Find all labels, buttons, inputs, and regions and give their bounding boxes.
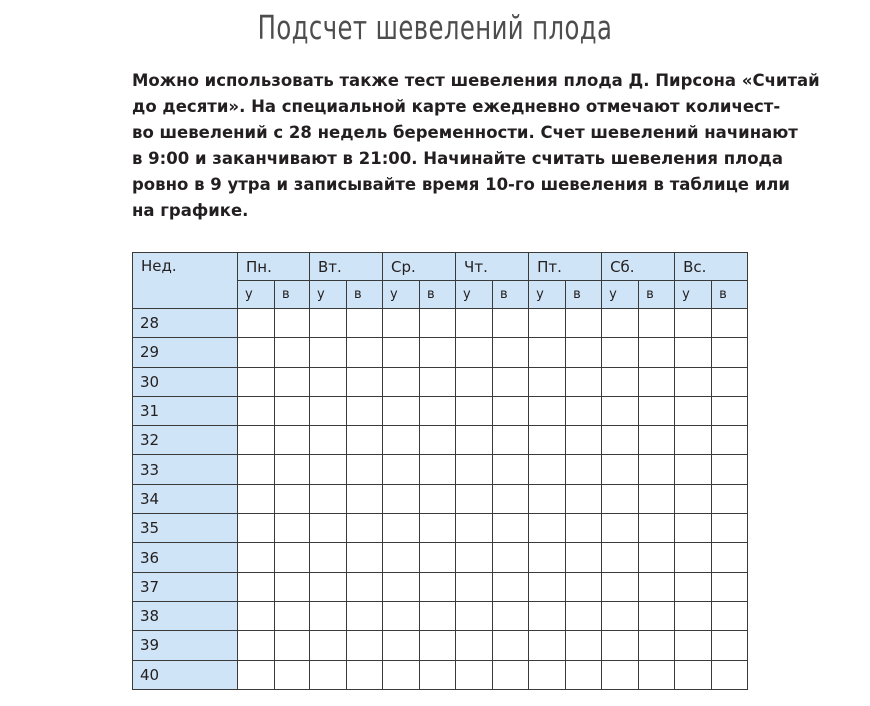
entry-cell (238, 455, 275, 484)
week-number: 28 (133, 309, 238, 338)
evening-subheader: в (493, 281, 529, 309)
entry-cell (420, 455, 456, 484)
entry-cell (347, 514, 383, 543)
entry-cell (383, 426, 420, 455)
entry-cell (347, 660, 383, 689)
entry-cell (566, 309, 602, 338)
entry-cell (493, 455, 529, 484)
table-row (133, 396, 748, 425)
entry-cell (456, 367, 493, 396)
entry-cell (420, 396, 456, 425)
table-row (133, 543, 748, 572)
entry-cell (275, 572, 310, 601)
entry-cell (456, 631, 493, 660)
entry-cell (639, 396, 675, 425)
entry-cell (383, 631, 420, 660)
entry-cell (456, 309, 493, 338)
entry-cell (675, 484, 712, 513)
entry-cell (310, 484, 347, 513)
entry-cell (383, 396, 420, 425)
entry-cell (566, 514, 602, 543)
entry-cell (310, 309, 347, 338)
entry-cell (347, 367, 383, 396)
entry-cell (275, 396, 310, 425)
entry-cell (712, 396, 748, 425)
paragraph-line: Можно использовать также тест шевеления плода Д. Пирсона «Считай (132, 71, 820, 90)
entry-cell (238, 309, 275, 338)
entry-cell (238, 631, 275, 660)
entry-cell (529, 543, 566, 572)
morning-subheader: у (456, 281, 493, 309)
table-row (133, 660, 748, 689)
entry-cell (347, 309, 383, 338)
entry-cell (275, 426, 310, 455)
entry-cell (420, 367, 456, 396)
table-row (133, 367, 748, 396)
entry-cell (420, 601, 456, 630)
entry-cell (310, 396, 347, 425)
entry-cell (602, 309, 639, 338)
week-number: 29 (133, 338, 238, 367)
entry-cell (602, 660, 639, 689)
entry-cell (529, 396, 566, 425)
evening-subheader: в (275, 281, 310, 309)
entry-cell (238, 543, 275, 572)
week-number: 37 (133, 572, 238, 601)
entry-cell (347, 631, 383, 660)
page-title: Подсчет шевелений плода (257, 8, 613, 47)
entry-cell (383, 338, 420, 367)
entry-cell (347, 426, 383, 455)
table-row (133, 338, 748, 367)
entry-cell (675, 660, 712, 689)
entry-cell (639, 484, 675, 513)
entry-cell (310, 660, 347, 689)
entry-cell (602, 426, 639, 455)
entry-cell (383, 367, 420, 396)
week-number: 36 (133, 543, 238, 572)
entry-cell (602, 367, 639, 396)
table-row (133, 309, 748, 338)
entry-cell (493, 309, 529, 338)
entry-cell (602, 601, 639, 630)
paragraph-line: на графике. (132, 201, 249, 220)
entry-cell (420, 543, 456, 572)
entry-cell (238, 396, 275, 425)
table-row (133, 455, 748, 484)
entry-cell (493, 367, 529, 396)
day-header: Сб. (602, 253, 675, 281)
entry-cell (456, 660, 493, 689)
entry-cell (310, 601, 347, 630)
entry-cell (347, 572, 383, 601)
evening-subheader: в (420, 281, 456, 309)
entry-cell (493, 426, 529, 455)
entry-cell (347, 338, 383, 367)
entry-cell (566, 396, 602, 425)
entry-cell (675, 426, 712, 455)
morning-subheader: у (383, 281, 420, 309)
entry-cell (529, 338, 566, 367)
table-header (133, 253, 748, 309)
entry-cell (275, 338, 310, 367)
entry-cell (310, 367, 347, 396)
entry-cell (602, 484, 639, 513)
entry-cell (712, 660, 748, 689)
entry-cell (456, 601, 493, 630)
entry-cell (675, 455, 712, 484)
entry-cell (238, 338, 275, 367)
table-body (133, 309, 748, 690)
table-row (133, 601, 748, 630)
entry-cell (275, 484, 310, 513)
entry-cell (566, 426, 602, 455)
entry-cell (383, 309, 420, 338)
entry-cell (420, 338, 456, 367)
entry-cell (275, 455, 310, 484)
entry-cell (493, 514, 529, 543)
evening-subheader: в (639, 281, 675, 309)
entry-cell (383, 455, 420, 484)
entry-cell (675, 572, 712, 601)
entry-cell (639, 514, 675, 543)
entry-cell (383, 543, 420, 572)
week-number: 35 (133, 514, 238, 543)
table-row (133, 484, 748, 513)
day-header: Пн. (238, 253, 310, 281)
intro-paragraph (132, 68, 820, 224)
entry-cell (675, 309, 712, 338)
entry-cell (310, 572, 347, 601)
entry-cell (566, 601, 602, 630)
entry-cell (420, 514, 456, 543)
entry-cell (456, 426, 493, 455)
entry-cell (493, 601, 529, 630)
table-row (133, 631, 748, 660)
entry-cell (493, 396, 529, 425)
entry-cell (456, 484, 493, 513)
entry-cell (566, 338, 602, 367)
table-row (133, 572, 748, 601)
week-number: 38 (133, 601, 238, 630)
entry-cell (456, 543, 493, 572)
entry-cell (712, 309, 748, 338)
entry-cell (602, 514, 639, 543)
entry-cell (529, 572, 566, 601)
entry-cell (238, 601, 275, 630)
entry-cell (383, 601, 420, 630)
entry-cell (712, 455, 748, 484)
day-header: Пт. (529, 253, 602, 281)
entry-cell (383, 514, 420, 543)
entry-cell (310, 631, 347, 660)
entry-cell (639, 426, 675, 455)
entry-cell (712, 514, 748, 543)
week-number: 34 (133, 484, 238, 513)
paragraph-line: ровно в 9 утра и записывайте время 10-го шевеления в таблице или (132, 175, 790, 194)
entry-cell (420, 572, 456, 601)
entry-cell (347, 484, 383, 513)
entry-cell (566, 455, 602, 484)
entry-cell (383, 572, 420, 601)
entry-cell (566, 543, 602, 572)
entry-cell (529, 309, 566, 338)
entry-cell (675, 338, 712, 367)
entry-cell (675, 631, 712, 660)
entry-cell (602, 338, 639, 367)
evening-subheader: в (347, 281, 383, 309)
entry-cell (566, 572, 602, 601)
entry-cell (238, 484, 275, 513)
entry-cell (529, 601, 566, 630)
entry-cell (347, 601, 383, 630)
entry-cell (275, 660, 310, 689)
day-header: Ср. (383, 253, 456, 281)
entry-cell (493, 338, 529, 367)
entry-cell (493, 572, 529, 601)
entry-cell (347, 455, 383, 484)
entry-cell (493, 660, 529, 689)
entry-cell (310, 338, 347, 367)
entry-cell (275, 309, 310, 338)
entry-cell (566, 367, 602, 396)
entry-cell (275, 514, 310, 543)
entry-cell (529, 367, 566, 396)
day-header: Вс. (675, 253, 748, 281)
entry-cell (602, 631, 639, 660)
morning-subheader: у (529, 281, 566, 309)
day-header: Вт. (310, 253, 383, 281)
week-number: 39 (133, 631, 238, 660)
entry-cell (639, 543, 675, 572)
week-number: 32 (133, 426, 238, 455)
entry-cell (310, 455, 347, 484)
week-number: 40 (133, 660, 238, 689)
entry-cell (712, 426, 748, 455)
entry-cell (529, 660, 566, 689)
morning-subheader: у (602, 281, 639, 309)
evening-subheader: в (566, 281, 602, 309)
table-row (133, 426, 748, 455)
morning-subheader: у (675, 281, 712, 309)
entry-cell (310, 426, 347, 455)
evening-subheader: в (712, 281, 748, 309)
entry-cell (675, 367, 712, 396)
entry-cell (420, 484, 456, 513)
entry-cell (639, 338, 675, 367)
paragraph-line: во шевелений с 28 недель беременности. Счет шевелений начинают (132, 123, 798, 142)
day-header: Чт. (456, 253, 529, 281)
paragraph-line: до десяти». На специальной карте ежедневно отмечают количест- (132, 97, 781, 116)
entry-cell (639, 572, 675, 601)
entry-cell (712, 631, 748, 660)
entry-cell (566, 484, 602, 513)
entry-cell (456, 396, 493, 425)
entry-cell (639, 309, 675, 338)
entry-cell (529, 514, 566, 543)
entry-cell (529, 631, 566, 660)
week-column-header: Нед. (133, 253, 238, 309)
entry-cell (420, 309, 456, 338)
entry-cell (712, 338, 748, 367)
entry-cell (566, 631, 602, 660)
entry-cell (383, 484, 420, 513)
entry-cell (238, 426, 275, 455)
entry-cell (675, 601, 712, 630)
entry-cell (566, 660, 602, 689)
entry-cell (639, 367, 675, 396)
entry-cell (493, 484, 529, 513)
entry-cell (456, 572, 493, 601)
entry-cell (275, 543, 310, 572)
entry-cell (456, 514, 493, 543)
entry-cell (639, 601, 675, 630)
entry-cell (712, 367, 748, 396)
table-row (133, 514, 748, 543)
entry-cell (712, 601, 748, 630)
entry-cell (602, 543, 639, 572)
entry-cell (675, 543, 712, 572)
morning-subheader: у (238, 281, 275, 309)
entry-cell (712, 572, 748, 601)
entry-cell (275, 367, 310, 396)
entry-cell (529, 455, 566, 484)
week-number: 31 (133, 396, 238, 425)
entry-cell (639, 660, 675, 689)
entry-cell (675, 514, 712, 543)
entry-cell (238, 572, 275, 601)
entry-cell (420, 660, 456, 689)
entry-cell (310, 514, 347, 543)
entry-cell (275, 631, 310, 660)
entry-cell (493, 631, 529, 660)
entry-cell (639, 631, 675, 660)
fetal-movement-table (132, 252, 748, 690)
entry-cell (602, 455, 639, 484)
entry-cell (420, 426, 456, 455)
entry-cell (602, 572, 639, 601)
entry-cell (529, 484, 566, 513)
entry-cell (238, 514, 275, 543)
entry-cell (529, 426, 566, 455)
paragraph-line: в 9:00 и заканчивают в 21:00. Начинайте считать шевеления плода (132, 149, 784, 168)
entry-cell (238, 367, 275, 396)
entry-cell (238, 660, 275, 689)
entry-cell (347, 543, 383, 572)
entry-cell (493, 543, 529, 572)
entry-cell (420, 631, 456, 660)
entry-cell (383, 660, 420, 689)
morning-subheader: у (310, 281, 347, 309)
entry-cell (712, 484, 748, 513)
entry-cell (675, 396, 712, 425)
entry-cell (456, 455, 493, 484)
entry-cell (712, 543, 748, 572)
entry-cell (275, 601, 310, 630)
week-number: 30 (133, 367, 238, 396)
entry-cell (639, 455, 675, 484)
entry-cell (347, 396, 383, 425)
entry-cell (310, 543, 347, 572)
entry-cell (602, 396, 639, 425)
week-number: 33 (133, 455, 238, 484)
entry-cell (456, 338, 493, 367)
